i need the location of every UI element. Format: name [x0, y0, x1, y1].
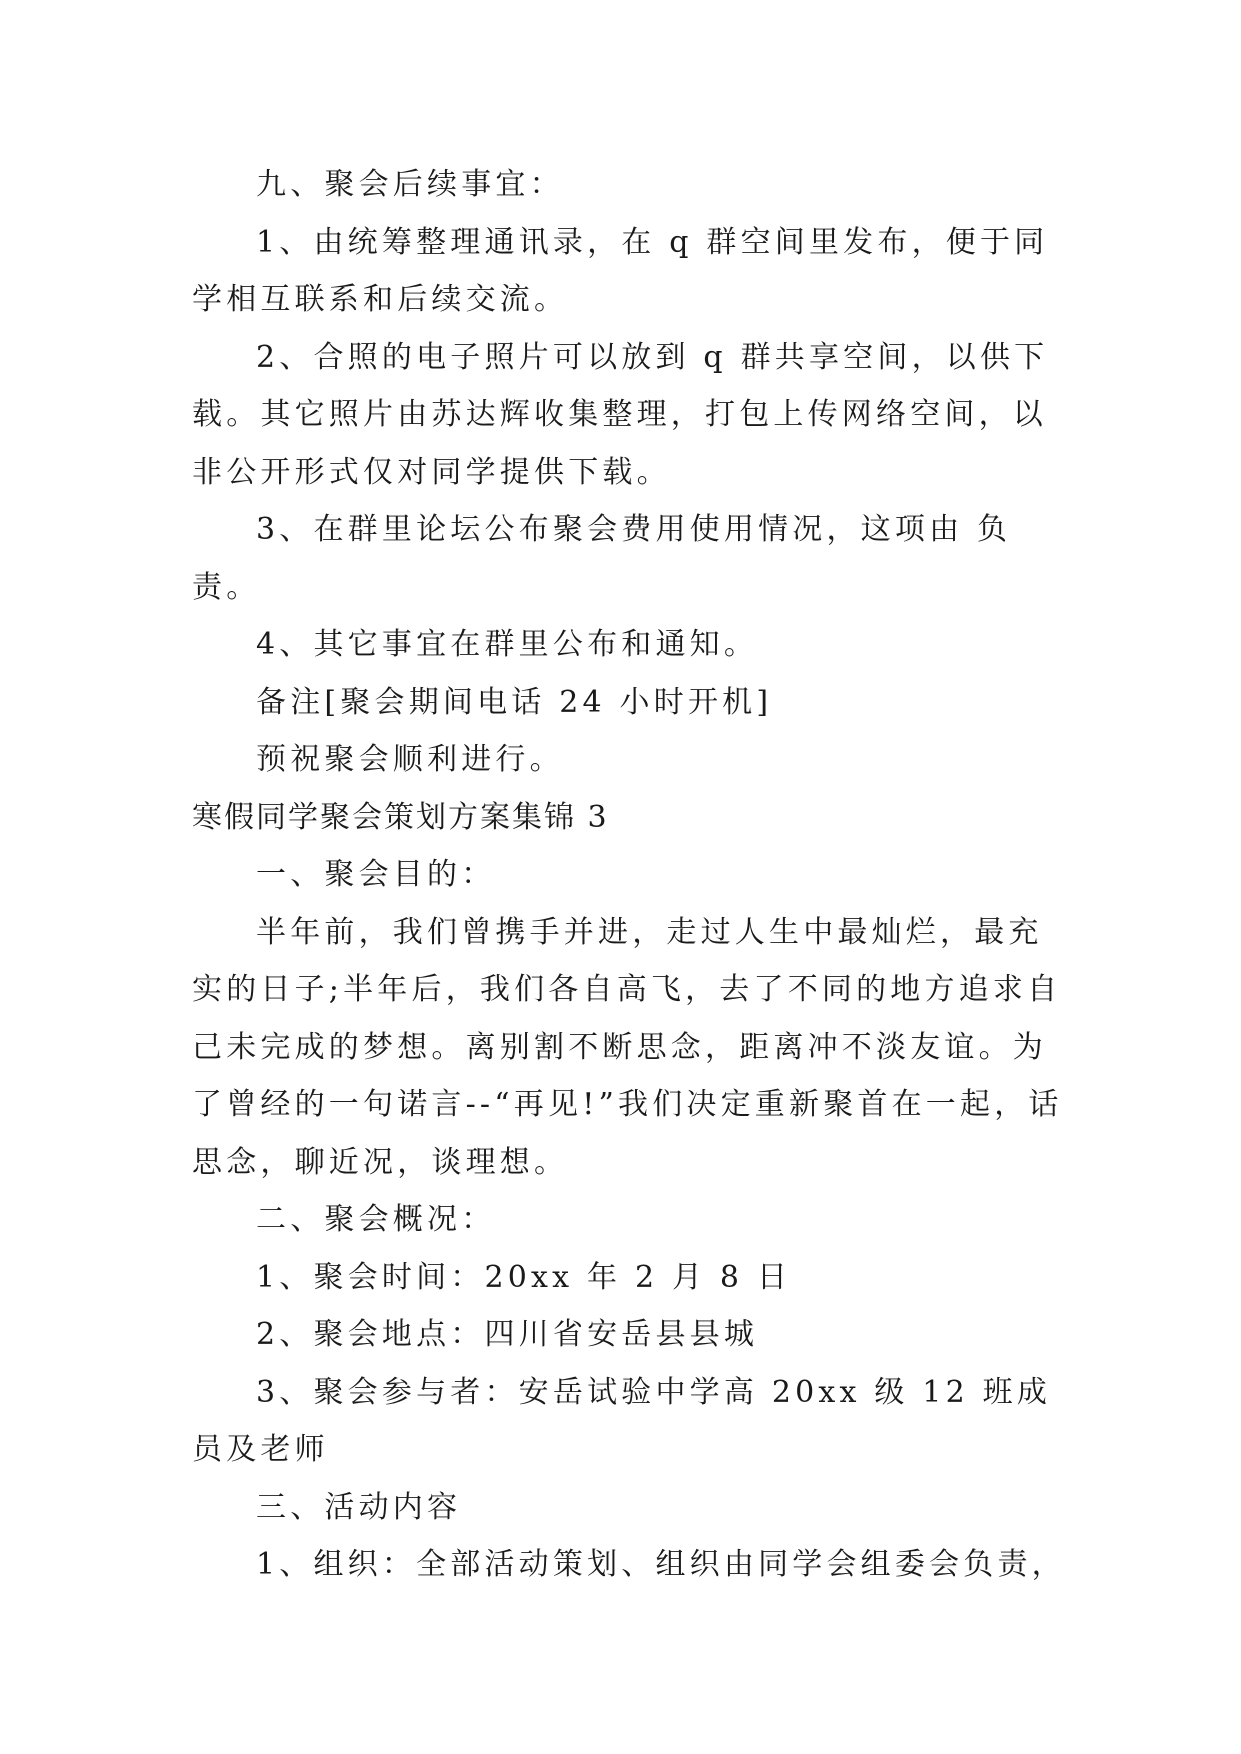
paragraph: 2、聚会地点：四川省安岳县县城 — [256, 1317, 759, 1352]
paragraph: 1、组织：全部活动策划、组织由同学会组委会负责， — [256, 1547, 1066, 1582]
paragraph: 2、合照的电子照片可以放到 q 群共享空间，以供下载。其它照片由苏达辉收集整理，打包上传网络空间，以非公开形式仅对同学提供下载。 — [192, 339, 1049, 490]
paragraph: 1、由统筹整理通讯录，在 q 群空间里发布，便于同学相互联系和后续交流。 — [192, 224, 1049, 317]
document-body — [192, 156, 1072, 1594]
paragraph: 预祝聚会顺利进行。 — [256, 742, 564, 777]
note-paragraph: 备注[聚会期间电话 24 小时开机] — [256, 684, 773, 720]
paragraph: 3、聚会参与者：安岳试验中学高 20xx 级 12 班成员及老师 — [192, 1374, 1052, 1467]
document-title: 寒假同学聚会策划方案集锦 3 — [192, 799, 609, 835]
paragraph: 4、其它事宜在群里公布和通知。 — [256, 627, 759, 662]
section-heading-purpose: 一、聚会目的： — [256, 857, 496, 892]
paragraph: 半年前，我们曾携手并进，走过人生中最灿烂，最充实的日子;半年后，我们各自高飞，去了不同的地方追求自己未完成的梦想。离别割不断思念，距离冲不淡友谊。为了曾经的一句诺言--“再见!”我们决定重新聚首在一起，话思念，聊近况，谈理想。 — [192, 914, 1063, 1180]
section-heading-activities: 三、活动内容 — [256, 1489, 462, 1525]
section-heading-followup: 九、聚会后续事宜： — [256, 167, 564, 202]
paragraph: 3、在群里论坛公布聚会费用使用情况，这项由 负责。 — [192, 512, 1012, 605]
paragraph: 1、聚会时间：20xx 年 2 月 8 日 — [256, 1259, 792, 1295]
section-heading-overview: 二、聚会概况： — [256, 1202, 496, 1237]
